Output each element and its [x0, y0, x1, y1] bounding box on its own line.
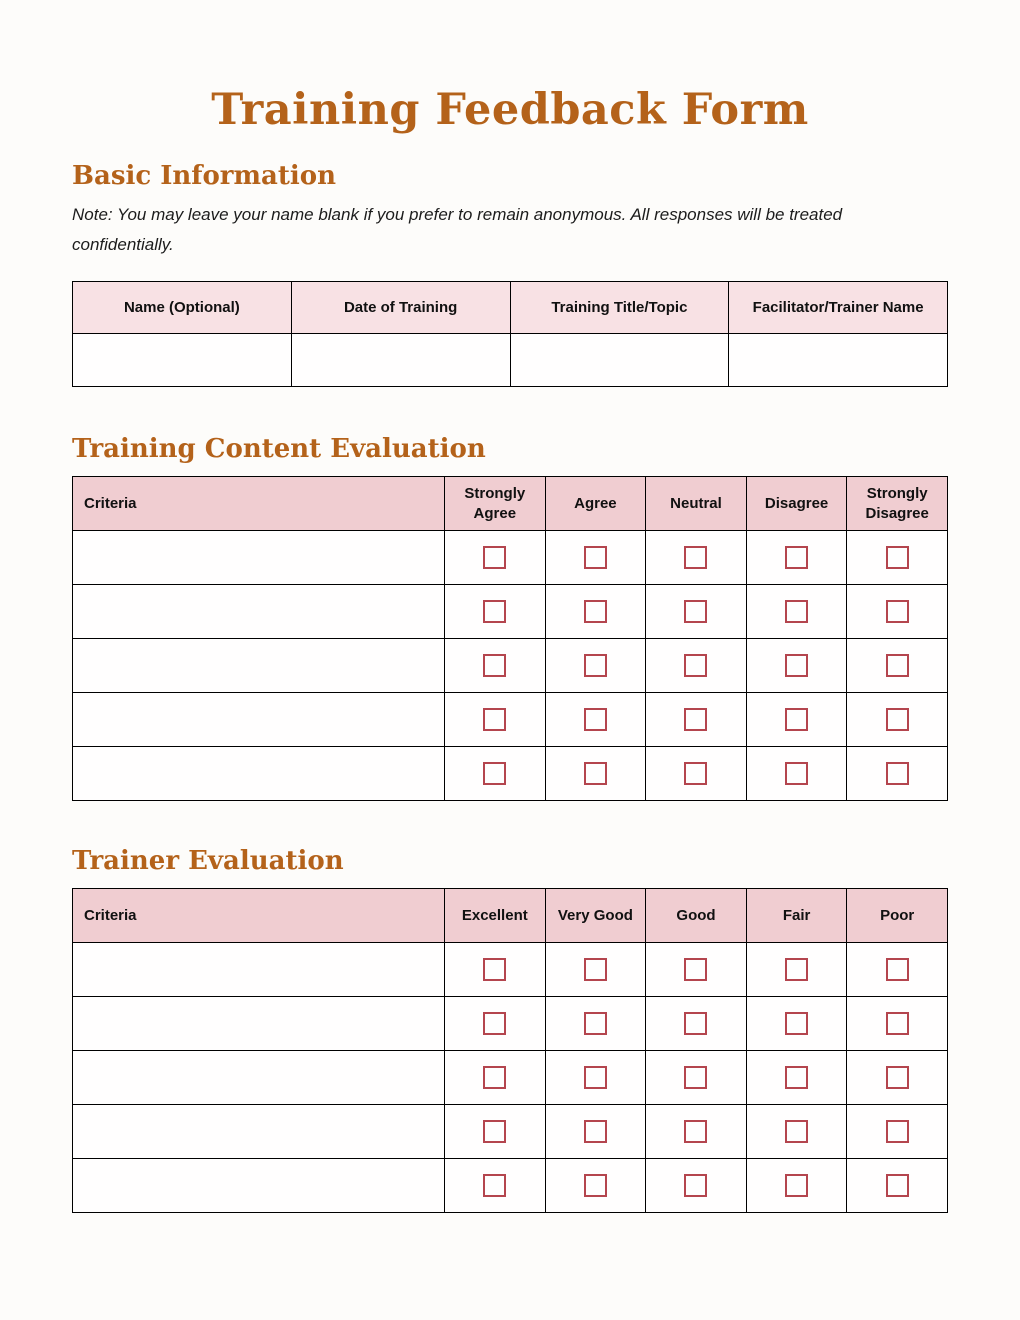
- checkbox-icon[interactable]: [785, 708, 808, 731]
- rating-cell: [545, 693, 646, 747]
- rating-cell: [445, 1105, 546, 1159]
- checkbox-icon[interactable]: [584, 708, 607, 731]
- rating-cell: [746, 585, 847, 639]
- checkbox-icon[interactable]: [483, 600, 506, 623]
- page-title: Training Feedback Form: [211, 85, 809, 135]
- checkbox-icon[interactable]: [886, 1066, 909, 1089]
- trainer-table-row: [73, 1105, 948, 1159]
- checkbox-icon[interactable]: [684, 1174, 707, 1197]
- basic-table-header-cell: Date of Training: [291, 282, 510, 334]
- rating-cell: [445, 639, 546, 693]
- rating-cell: [646, 639, 747, 693]
- rating-cell: [746, 943, 847, 997]
- checkbox-icon[interactable]: [483, 708, 506, 731]
- rating-cell: [847, 693, 948, 747]
- criteria-input-cell[interactable]: [73, 997, 445, 1051]
- rating-cell: [545, 531, 646, 585]
- rating-cell: [445, 531, 546, 585]
- rating-cell: [646, 1105, 747, 1159]
- checkbox-icon[interactable]: [684, 600, 707, 623]
- trainer-table-row: [73, 1159, 948, 1213]
- rating-cell: [847, 639, 948, 693]
- checkbox-icon[interactable]: [584, 762, 607, 785]
- rating-cell: [746, 1051, 847, 1105]
- rating-cell: [847, 531, 948, 585]
- rating-cell: [445, 1159, 546, 1213]
- criteria-input-cell[interactable]: [73, 639, 445, 693]
- checkbox-icon[interactable]: [886, 958, 909, 981]
- rating-cell: [646, 693, 747, 747]
- checkbox-icon[interactable]: [785, 546, 808, 569]
- checkbox-icon[interactable]: [483, 762, 506, 785]
- checkbox-icon[interactable]: [684, 546, 707, 569]
- rating-cell: [445, 943, 546, 997]
- checkbox-icon[interactable]: [483, 1174, 506, 1197]
- content-table-row: [73, 639, 948, 693]
- checkbox-icon[interactable]: [785, 1066, 808, 1089]
- rating-header-cell: Disagree: [746, 477, 847, 531]
- checkbox-icon[interactable]: [584, 1066, 607, 1089]
- rating-cell: [545, 997, 646, 1051]
- rating-cell: [847, 585, 948, 639]
- rating-cell: [445, 997, 546, 1051]
- checkbox-icon[interactable]: [886, 546, 909, 569]
- checkbox-icon[interactable]: [584, 1012, 607, 1035]
- checkbox-icon[interactable]: [785, 600, 808, 623]
- basic-table-header-cell: Training Title/Topic: [510, 282, 729, 334]
- trainer-table-header-row: [73, 889, 948, 943]
- criteria-input-cell[interactable]: [73, 531, 445, 585]
- rating-cell: [445, 693, 546, 747]
- checkbox-icon[interactable]: [886, 1120, 909, 1143]
- section-heading-basic-information: Basic Information: [72, 161, 336, 192]
- rating-header-cell: Strongly Agree: [445, 477, 546, 531]
- checkbox-icon[interactable]: [483, 546, 506, 569]
- rating-cell: [646, 1159, 747, 1213]
- checkbox-icon[interactable]: [584, 600, 607, 623]
- checkbox-icon[interactable]: [684, 1012, 707, 1035]
- checkbox-icon[interactable]: [785, 1120, 808, 1143]
- rating-cell: [445, 747, 546, 801]
- rating-cell: [847, 943, 948, 997]
- checkbox-icon[interactable]: [483, 1012, 506, 1035]
- checkbox-icon[interactable]: [684, 762, 707, 785]
- rating-header-cell: Poor: [847, 889, 948, 943]
- basic-table-input-row: [73, 334, 948, 387]
- checkbox-icon[interactable]: [684, 654, 707, 677]
- checkbox-icon[interactable]: [584, 1174, 607, 1197]
- rating-cell: [746, 639, 847, 693]
- checkbox-icon[interactable]: [886, 762, 909, 785]
- content-table-row: [73, 693, 948, 747]
- rating-cell: [847, 1105, 948, 1159]
- basic-table-header-cell: Name (Optional): [73, 282, 292, 334]
- content-table-row: [73, 747, 948, 801]
- rating-cell: [746, 1105, 847, 1159]
- rating-cell: [545, 747, 646, 801]
- basic-table-input-cell[interactable]: [729, 334, 948, 387]
- checkbox-icon[interactable]: [785, 654, 808, 677]
- rating-header-cell: Very Good: [545, 889, 646, 943]
- basic-table-input-cell[interactable]: [510, 334, 729, 387]
- checkbox-icon[interactable]: [785, 762, 808, 785]
- anonymity-note: Note: You may leave your name blank if you prefer to remain anonymous. All responses will be treated confidentially.: [72, 205, 843, 255]
- rating-cell: [545, 1159, 646, 1213]
- rating-cell: [545, 1051, 646, 1105]
- trainer-table-row: [73, 943, 948, 997]
- rating-cell: [847, 1051, 948, 1105]
- checkbox-icon[interactable]: [886, 1012, 909, 1035]
- rating-header-cell: Agree: [545, 477, 646, 531]
- basic-table-header-cell: Facilitator/Trainer Name: [729, 282, 948, 334]
- checkbox-icon[interactable]: [684, 958, 707, 981]
- checkbox-icon[interactable]: [684, 1066, 707, 1089]
- rating-cell: [646, 531, 747, 585]
- criteria-header-cell: Criteria: [73, 889, 445, 943]
- checkbox-icon[interactable]: [584, 958, 607, 981]
- rating-cell: [445, 1051, 546, 1105]
- basic-table-input-cell[interactable]: [73, 334, 292, 387]
- checkbox-icon[interactable]: [483, 958, 506, 981]
- checkbox-icon[interactable]: [886, 708, 909, 731]
- rating-cell: [746, 747, 847, 801]
- rating-cell: [646, 585, 747, 639]
- rating-cell: [646, 1051, 747, 1105]
- criteria-input-cell[interactable]: [73, 1051, 445, 1105]
- basic-table-input-cell[interactable]: [291, 334, 510, 387]
- checkbox-icon[interactable]: [886, 1174, 909, 1197]
- rating-cell: [847, 997, 948, 1051]
- checkbox-icon[interactable]: [684, 1120, 707, 1143]
- rating-header-cell: Fair: [746, 889, 847, 943]
- rating-cell: [746, 997, 847, 1051]
- checkbox-icon[interactable]: [785, 1174, 808, 1197]
- basic-table-header-row: [73, 282, 948, 334]
- checkbox-icon[interactable]: [684, 708, 707, 731]
- rating-cell: [646, 943, 747, 997]
- rating-cell: [545, 585, 646, 639]
- checkbox-icon[interactable]: [483, 1066, 506, 1089]
- checkbox-icon[interactable]: [886, 654, 909, 677]
- rating-cell: [445, 585, 546, 639]
- rating-cell: [746, 531, 847, 585]
- training-content-evaluation-table: [72, 476, 948, 801]
- checkbox-icon[interactable]: [483, 654, 506, 677]
- rating-cell: [545, 1105, 646, 1159]
- content-table-row: [73, 585, 948, 639]
- checkbox-icon[interactable]: [584, 546, 607, 569]
- rating-cell: [847, 1159, 948, 1213]
- checkbox-icon[interactable]: [584, 654, 607, 677]
- trainer-table-row: [73, 997, 948, 1051]
- criteria-input-cell[interactable]: [73, 693, 445, 747]
- checkbox-icon[interactable]: [785, 958, 808, 981]
- rating-cell: [545, 639, 646, 693]
- rating-header-cell: Neutral: [646, 477, 747, 531]
- checkbox-icon[interactable]: [483, 1120, 506, 1143]
- criteria-input-cell[interactable]: [73, 1105, 445, 1159]
- criteria-input-cell[interactable]: [73, 943, 445, 997]
- rating-header-cell: Strongly Disagree: [847, 477, 948, 531]
- rating-cell: [545, 943, 646, 997]
- criteria-input-cell[interactable]: [73, 1159, 445, 1213]
- rating-cell: [847, 747, 948, 801]
- basic-information-table: [72, 281, 948, 387]
- criteria-input-cell[interactable]: [73, 747, 445, 801]
- trainer-evaluation-table: [72, 888, 948, 1213]
- rating-header-cell: Excellent: [445, 889, 546, 943]
- rating-cell: [746, 693, 847, 747]
- content-table-row: [73, 531, 948, 585]
- rating-cell: [646, 997, 747, 1051]
- section-heading-training-content-evaluation: Training Content Evaluation: [72, 434, 486, 465]
- section-heading-trainer-evaluation: Trainer Evaluation: [72, 846, 344, 877]
- rating-cell: [646, 747, 747, 801]
- checkbox-icon[interactable]: [886, 600, 909, 623]
- trainer-table-row: [73, 1051, 948, 1105]
- content-table-header-row: [73, 477, 948, 531]
- criteria-header-cell: Criteria: [73, 477, 445, 531]
- rating-header-cell: Good: [646, 889, 747, 943]
- checkbox-icon[interactable]: [584, 1120, 607, 1143]
- criteria-input-cell[interactable]: [73, 585, 445, 639]
- checkbox-icon[interactable]: [785, 1012, 808, 1035]
- rating-cell: [746, 1159, 847, 1213]
